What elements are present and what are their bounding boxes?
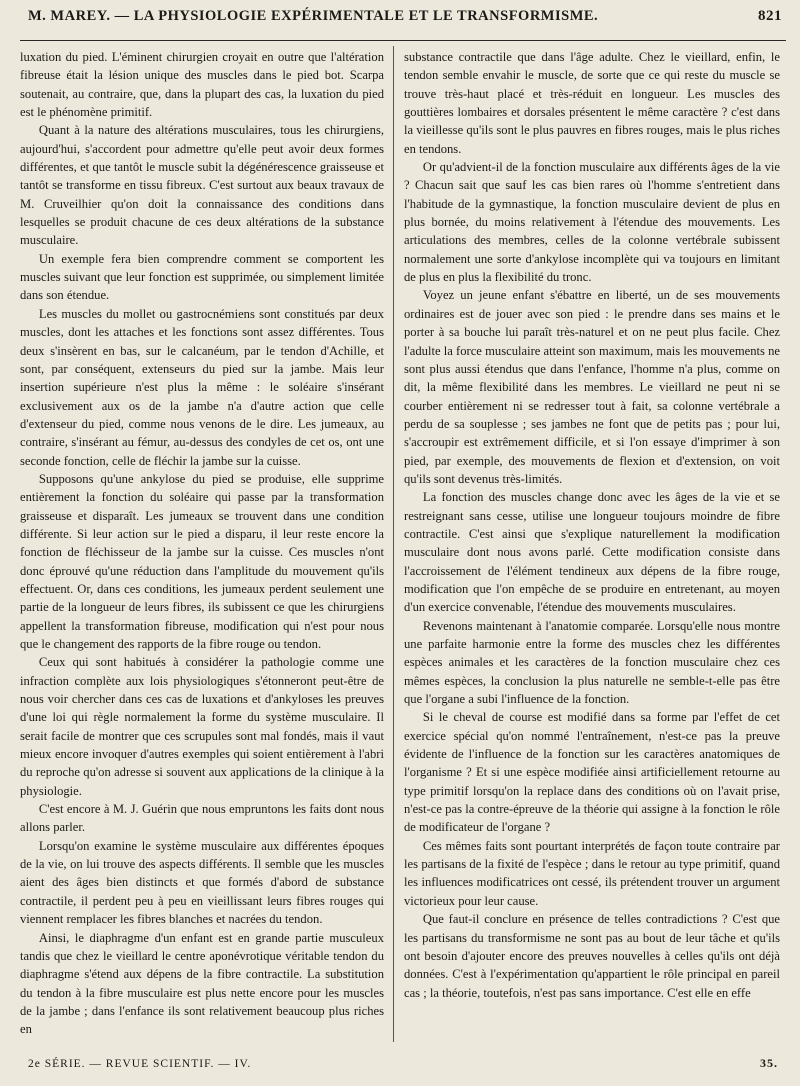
header-rule — [20, 40, 786, 41]
paragraph: Les muscles du mollet ou gastrocnémiens sont constitués par deux muscles, dont les attaches et les fonctions sont assez différentes. Tous deux s'insèrent en bas, sur le calcanéum, par le tendon d'Achille, et sont, par conséquent, extenseurs du pied sur la jambe. Mais leur insertion supérieure n'est plus la même : le soléaire s'insérant exclusivement aux os de la jambe n'a d'autre action que celle d'extenseur du pied, comme nous venons de le dire. Les jumeaux, au contraire, s'insérant au fémur, au-dessus des condyles de cet os, ont une seconde fonction, celle de fléchir la jambe sur la cuisse. — [20, 306, 384, 468]
paragraph: Ces mêmes faits sont pourtant interprétés de façon toute contraire par les partisans de la fixité de l'espèce ; dans le retour au type primitif, quand les influences modificatrices ont cessé, ils prétendent trouver un argument victorieux pour leur cause. — [404, 838, 780, 908]
series-line: 2e SÉRIE. — REVUE SCIENTIF. — IV. — [28, 1058, 252, 1070]
paragraph: C'est encore à M. J. Guérin que nous empruntons les faits dont nous allons parler. — [20, 802, 384, 835]
paragraph: Ceux qui sont habitués à considérer la pathologie comme une infraction complète aux lois physiologiques s'étonneront peut-être de nous voir chercher dans ces cas de luxations et d'ankyloses les preuves d'une loi qui règle normalement la forme du système musculaire. Il serait facile de montrer que ces scrupules sont mal fondés, mais il vaut mieux encore invoquer d'autres exemples qui soient entièrement à l'abri du reproche qu'on adresse si souvent aux applications de la clinique à la physiologie. — [20, 655, 384, 798]
page-header — [28, 8, 782, 34]
running-title: M. MAREY. — LA PHYSIOLOGIE EXPÉRIMENTALE ET LE TRANSFORMISME. — [28, 8, 599, 24]
paragraph: Ainsi, le diaphragme d'un enfant est en grande partie musculeux tandis que chez le vieillard le centre aponévrotique véritable tendon du diaphragme s'étend aux dépens de la fibre contractile. La substitution du tendon à la fibre musculaire est plus nette encore pour les muscles de la jambe ; dans l'enfance ils sont relativement beaucoup plus riches en — [20, 930, 384, 1037]
column-divider — [393, 46, 394, 1042]
paragraph: Lorsqu'on examine le système musculaire aux différentes époques de la vie, on lui trouve des aspects différents. Il semble que les muscles aient des âges bien distincts et que formés d'abord de substance contractile, il perdent peu à peu en vieillissant leurs fibres rouges qui viennent remplacer les fibres blanches et nacrées du tendon. — [20, 838, 384, 927]
page-number: 821 — [758, 8, 782, 24]
page-footer — [28, 1056, 778, 1078]
paragraph: Que faut-il conclure en présence de telles contradictions ? C'est que les partisans du transformisme ne sont pas au bout de leur tâche et qu'ils ont besoin d'ajouter encore des preuves nouvelles à celles qu'ils ont déjà données. C'est à l'expérimentation qu'appartient le rôle principal en pareil cas ; la théorie, toutefois, n'est pas sans importance. C'est elle en effe — [404, 912, 780, 1000]
paragraph: La fonction des muscles change donc avec les âges de la vie et se restreignant sans cesse, utilise une longueur toujours moindre de fibre contractile. C'est ainsi que s'explique naturellement la modification musculaire dont nous avons parlé. Cette modification consiste dans l'accroissement de l'élément tendineux aux dépens de la fibre rouge, modification que l'on empêche de se produire en entretenant, au moyen d'un exercice convenable, l'étendue des mouvements musculaires. — [404, 490, 780, 615]
paragraph: Quant à la nature des altérations musculaires, tous les chirurgiens, aujourd'hui, s'accordent pour admettre qu'elle peut avoir deux formes différentes, et que tantôt le muscle subit la dégénérescence graisseuse et tantôt se transforme en tissu fibreux. C'est surtout aux beaux travaux de M. Cruveilhier qu'on doit la connaissance des conditions dans lesquelles se produit chacune de ces deux altérations de la substance musculaire. — [20, 123, 384, 248]
paragraph: Un exemple fera bien comprendre comment se comportent les muscles suivant que leur fonction est supprimée, ou simplement limitée dans son étendue. — [20, 251, 384, 303]
paragraph: Revenons maintenant à l'anatomie comparée. Lorsqu'elle nous montre une parfaite harmonie entre la forme des muscles chez les différentes espèces animales et les caractères de la fonction musculaire chez ces mêmes espèces, la conclusion la plus naturelle ne semble-t-elle pas être que l'organe a subi l'influence de la fonction. — [404, 618, 780, 707]
paragraph: Or qu'advient-il de la fonction musculaire aux différents âges de la vie ? Chacun sait que sauf les cas bien rares où l'homme s'entretient dans l'habitude de la gymnastique, la fonction musculaire devient de plus en plus bornée, du moins relativement à l'étendue des mouvements. Les articulations des membres, celles de la colonne vertébrale subissent normalement une sorte d'ankylose incomplète qui va toujours en limitant de plus en plus la flexibilité du tronc. — [404, 160, 780, 285]
right-column — [404, 48, 780, 1002]
signature-number: 35. — [760, 1056, 778, 1070]
paragraph: Si le cheval de course est modifié dans sa forme par l'effet de cet exercice spécial qu'on nommé l'entraînement, n'est-ce pas la preuve évidente de l'influence de la fonction sur les caractères anatomiques de l'organisme ? Et si une espèce modifiée ainsi artificiellement retourne au type primitif lorsqu'on la replace dans des conditions où on l'avait prise, n'est-ce pas la contre-épreuve de la théorie qui assigne à la fonction le rôle de modificateur de l'organe ? — [404, 710, 780, 835]
paragraph: substance contractile que dans l'âge adulte. Chez le vieillard, enfin, le tendon semble envahir le muscle, de sorte que ce qui reste du muscle se trouve très-haut placé et très-réduit en longueur. Les muscles des gouttières lombaires et dorsales présentent le même caractère ? c'est dans la vieillesse qu'ils sont le plus pauvres en fibres rouges, mais le plus riches en tendons. — [404, 50, 780, 156]
left-column — [20, 48, 384, 1039]
paragraph: Supposons qu'une ankylose du pied se produise, elle supprime entièrement la fonction du soléaire qui passe par la transformation graisseuse et disparaît. Les jumeaux se trouvent dans une condition différente. Si leur action sur le pied a disparu, il leur reste encore la fonction de fléchisseur de la jambe sur la cuisse. Ces muscles n'ont donc éprouvé qu'une réduction dans l'amplitude du mouvement qu'ils effectuent. Or, dans ces conditions, les jumeaux perdent seulement une partie de la longueur de leurs fibres, ils subissent ce que les chirurgiens appellent la transformation fibreuse, modification qui n'est pour nous que le changement des rapports de la fibre rouge ou tendon. — [20, 471, 384, 651]
paragraph: luxation du pied. L'éminent chirurgien croyait en outre que l'altération fibreuse était la lésion unique des muscles dans le pied bot. Scarpa soutenait, au contraire, que, dans la plupart des cas, la luxation du pied est le phénomène primitif. — [20, 50, 384, 120]
paragraph: Voyez un jeune enfant s'ébattre en liberté, un de ses mouvements ordinaires est de jouer avec son pied : le prendre dans ses mains et le porter à sa bouche lui paraît très-naturel et on ne peut plus facile. Chez l'adulte la force musculaire atteint son maximum, mais les mouvements ne sont plus aussi étendus que dans l'enfance, l'homme n'a plus, comme on dit, la même flexibilité dans les membres. Le vieillard ne peut ni se courber entièrement ni se redresser tout à fait, sa colonne vertébrale a perdu de sa souplesse ; ses jambes ne font que de petits pas ; pour lui, s'accroupir est extrêmement difficile, et si l'on essaye d'imprimer à son pied, par exemple, des mouvements de flexion et d'extension, on voit qu'ils sont devenus très-limités. — [404, 288, 780, 486]
